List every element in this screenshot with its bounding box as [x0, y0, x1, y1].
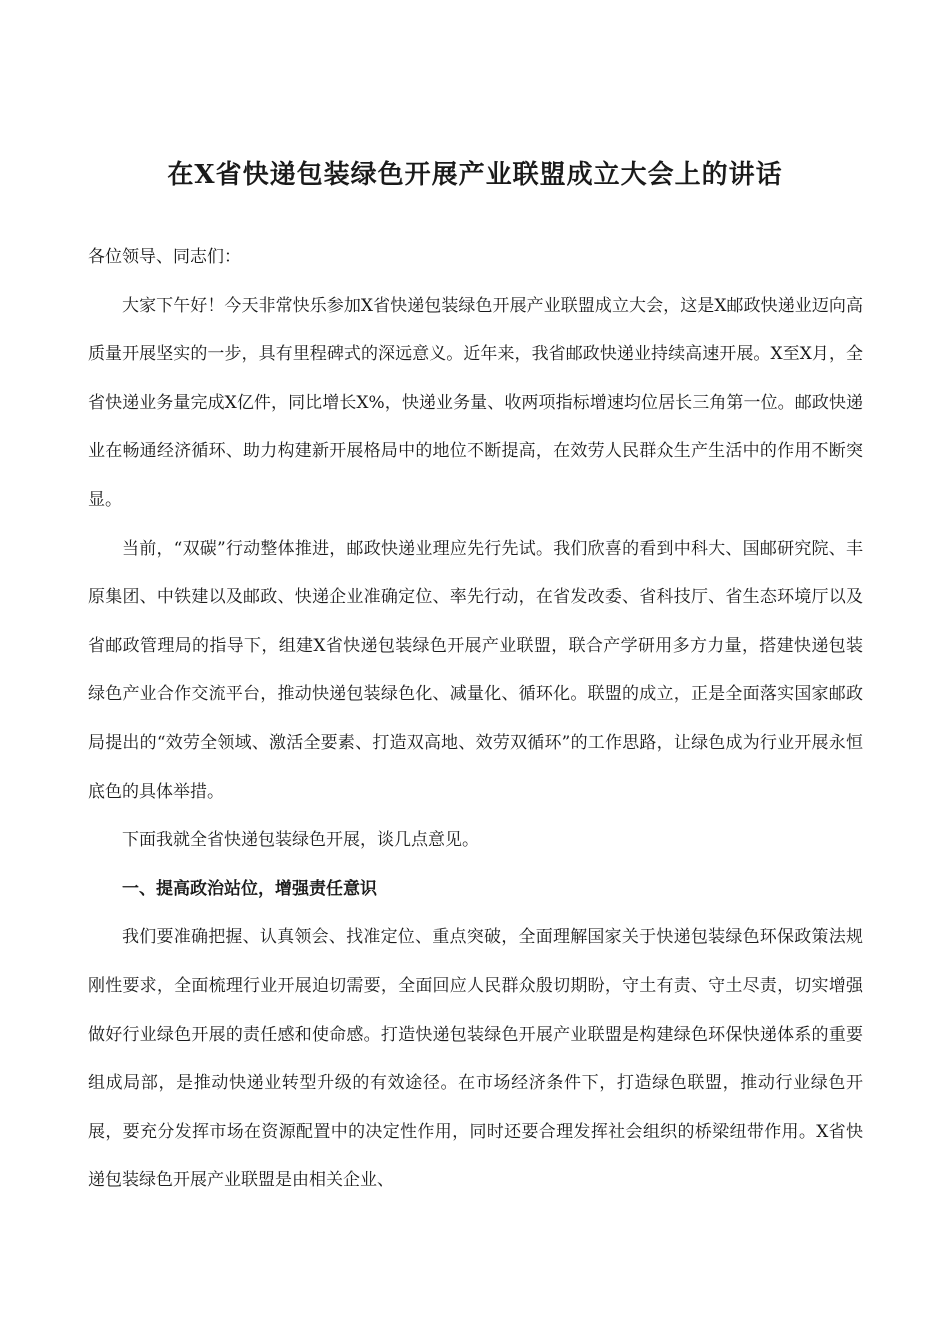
- document-body: [88, 233, 863, 1205]
- paragraph-transition: 下面我就全省快递包装绿色开展，谈几点意见。: [122, 830, 479, 851]
- greeting: 各位领导、同志们：: [88, 247, 241, 267]
- paragraph-section-one: 我们要准确把握、认真领会、找准定位、重点突破，全面理解国家关于快递包装绿色环保政策法规刚性要求，全面梳理行业开展迫切需要，全面回应人民群众殷切期盼，守土有责、守土尽责，切实增强做好行业绿色开展的责任感和使命感。打造快递包装绿色开展产业联盟是构建绿色环保快递体系的重要组成局部，是推动快递业转型升级的有效途径。在市场经济条件下，打造绿色联盟，推动行业绿色开展，要充分发挥市场在资源配置中的决定性作用，同时还要合理发挥社会组织的桥梁纽带作用。X省快递包装绿色开展产业联盟是由相关企业、: [88, 927, 863, 1191]
- document-title: 在X省快递包装绿色开展产业联盟成立大会上的讲话: [167, 160, 783, 190]
- section-heading: 一、提高政治站位，增强责任意识: [122, 878, 377, 899]
- paragraph-dual-carbon: 当前，“双碳”行动整体推进，邮政快递业理应先行先试。我们欣喜的看到中科大、国邮研究院、丰原集团、中铁建以及邮政、快递企业准确定位、率先行动，在省发改委、省科技厅、省生态环境厅以及省邮政管理局的指导下，组建X省快递包装绿色开展产业联盟，联合产学研用多方力量，搭建快递包装绿色产业合作交流平台，推动快递包装绿色化、减量化、循环化。联盟的成立，正是全面落实国家邮政局提出的“效劳全领域、激活全要素、打造双高地、效劳双循环”的工作思路，让绿色成为行业开展永恒底色的具体举措。: [88, 538, 863, 802]
- paragraph-opening: 大家下午好！今天非常快乐参加X省快递包装绿色开展产业联盟成立大会，这是X邮政快递业迈向高质量开展坚实的一步，具有里程碑式的深远意义。近年来，我省邮政快递业持续高速开展。X至X月，全省快递业务量完成X亿件，同比增长X%，快递业务量、收两项指标增速均位居长三角第一位。邮政快递业在畅通经济循环、助力构建新开展格局中的地位不断提高，在效劳人民群众生产生活中的作用不断突显。: [88, 295, 863, 510]
